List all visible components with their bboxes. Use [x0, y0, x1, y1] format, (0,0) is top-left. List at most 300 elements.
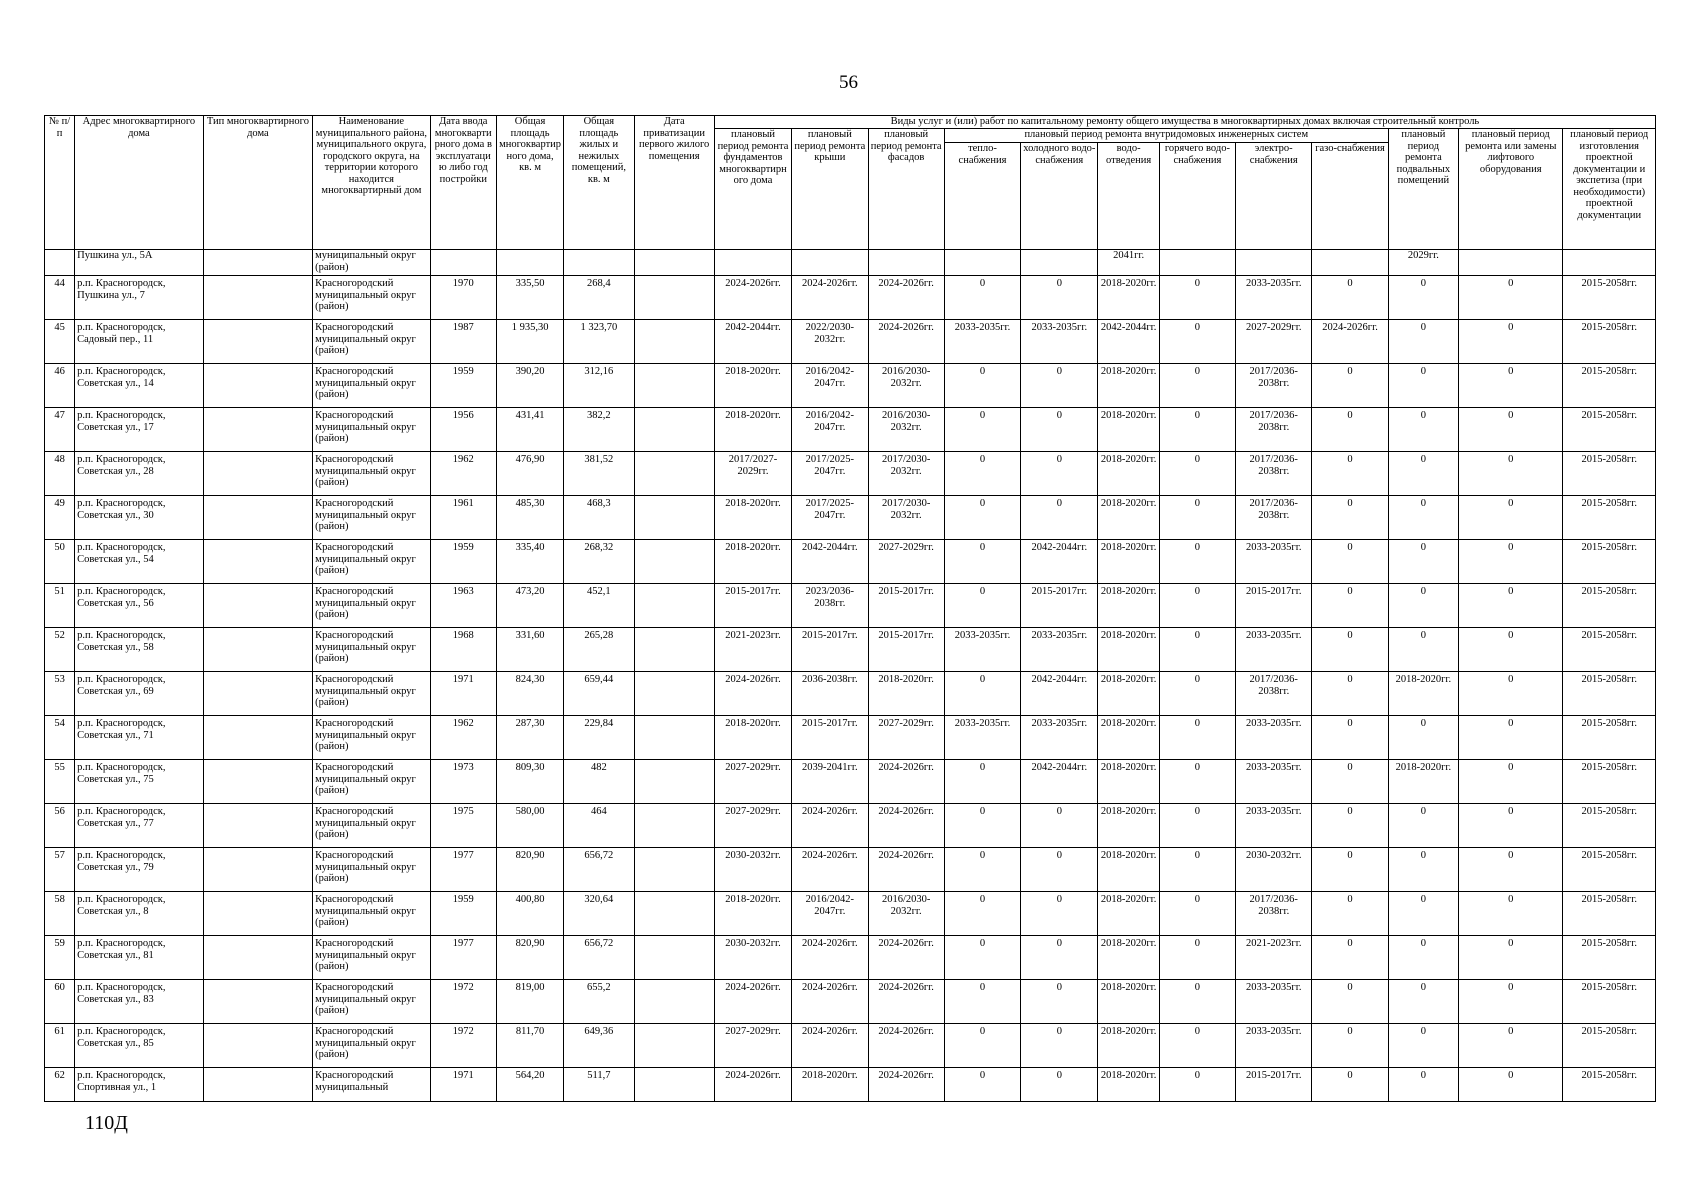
cell-heat: 0: [944, 496, 1020, 540]
table-row: [45, 716, 1656, 760]
cell-total-area: 564,20: [496, 1068, 563, 1102]
cell-total-area: [496, 250, 563, 276]
cell-num: 60: [45, 980, 75, 1024]
cell-district: Красногородский муниципальный округ (район): [313, 892, 431, 936]
cell-foundation: 2027-2029гг.: [714, 1024, 791, 1068]
cell-sewer: 2041гг.: [1098, 250, 1159, 276]
cell-total-area: 819,00: [496, 980, 563, 1024]
cell-facade: 2024-2026гг.: [868, 1068, 944, 1102]
cell-hot-water: 0: [1159, 408, 1235, 452]
cell-living-area: 656,72: [564, 848, 634, 892]
cell-address: р.п. Красногородск, Советская ул., 14: [75, 364, 204, 408]
cell-privatization: [634, 1068, 714, 1102]
cell-foundation: 2027-2029гг.: [714, 760, 791, 804]
cell-basement: 0: [1388, 320, 1458, 364]
cell-living-area: 656,72: [564, 936, 634, 980]
cell-type: [203, 452, 312, 496]
cell-type: [203, 584, 312, 628]
cell-elevator: 0: [1459, 540, 1563, 584]
cell-hot-water: 0: [1159, 716, 1235, 760]
cell-total-area: 485,30: [496, 496, 563, 540]
cell-year: 1975: [430, 804, 496, 848]
cell-basement: 0: [1388, 496, 1458, 540]
cell-year: 1959: [430, 540, 496, 584]
cell-type: [203, 320, 312, 364]
table-row: [45, 540, 1656, 584]
cell-elevator: 0: [1459, 628, 1563, 672]
cell-foundation: 2015-2017гг.: [714, 584, 791, 628]
cell-hot-water: 0: [1159, 276, 1235, 320]
cell-facade: [868, 250, 944, 276]
cell-type: [203, 936, 312, 980]
cell-gas: 0: [1312, 540, 1388, 584]
cell-district: Красногородский муниципальный округ (район): [313, 628, 431, 672]
cell-district: Красногородский муниципальный округ (район): [313, 320, 431, 364]
cell-hot-water: 0: [1159, 804, 1235, 848]
cell-total-area: 331,60: [496, 628, 563, 672]
cell-privatization: [634, 364, 714, 408]
cell-num: 48: [45, 452, 75, 496]
table-row: [45, 936, 1656, 980]
cell-design-docs: 2015-2058гг.: [1563, 408, 1656, 452]
cell-address: р.п. Красногородск, Советская ул., 69: [75, 672, 204, 716]
cell-type: [203, 892, 312, 936]
cell-privatization: [634, 276, 714, 320]
cell-roof: 2042-2044гг.: [792, 540, 868, 584]
cell-design-docs: 2015-2058гг.: [1563, 628, 1656, 672]
cell-electric: 2030-2032гг.: [1236, 848, 1312, 892]
cell-address: р.п. Красногородск, Спортивная ул., 1: [75, 1068, 204, 1102]
cell-cold-water: 0: [1021, 848, 1098, 892]
cell-hot-water: 0: [1159, 1024, 1235, 1068]
cell-district: Красногородский муниципальный округ (район): [313, 364, 431, 408]
cell-living-area: 1 323,70: [564, 320, 634, 364]
cell-design-docs: 2015-2058гг.: [1563, 848, 1656, 892]
cell-facade: 2024-2026гг.: [868, 936, 944, 980]
header-type: Тип многоквартирного дома: [203, 116, 312, 250]
cell-elevator: 0: [1459, 1024, 1563, 1068]
cell-heat: 0: [944, 672, 1020, 716]
cell-gas: 0: [1312, 364, 1388, 408]
cell-design-docs: 2015-2058гг.: [1563, 892, 1656, 936]
cell-district: Красногородский муниципальный округ (район): [313, 1024, 431, 1068]
cell-total-area: 809,30: [496, 760, 563, 804]
cell-address: р.п. Красногородск, Советская ул., 75: [75, 760, 204, 804]
header-works-group: Виды услуг и (или) работ по капитальному ремонту общего имущества в многоквартирных домах включая строительный контроль: [714, 116, 1655, 129]
cell-year: 1973: [430, 760, 496, 804]
cell-num: 47: [45, 408, 75, 452]
cell-year: 1971: [430, 672, 496, 716]
table-row-continuation: [45, 250, 1656, 276]
cell-privatization: [634, 584, 714, 628]
header-electric: электро-снабжения: [1236, 143, 1312, 250]
cell-heat: 0: [944, 540, 1020, 584]
table-header: [45, 116, 1656, 250]
cell-design-docs: 2015-2058гг.: [1563, 1068, 1656, 1102]
cell-type: [203, 628, 312, 672]
cell-cold-water: 2033-2035гг.: [1021, 628, 1098, 672]
cell-elevator: 0: [1459, 672, 1563, 716]
cell-design-docs: 2015-2058гг.: [1563, 980, 1656, 1024]
table-row: [45, 408, 1656, 452]
cell-hot-water: 0: [1159, 584, 1235, 628]
cell-sewer: 2018-2020гг.: [1098, 364, 1159, 408]
cell-total-area: 335,40: [496, 540, 563, 584]
cell-elevator: 0: [1459, 276, 1563, 320]
cell-electric: 2017/2036-2038гг.: [1236, 408, 1312, 452]
cell-type: [203, 276, 312, 320]
cell-heat: 0: [944, 804, 1020, 848]
cell-year: 1959: [430, 892, 496, 936]
cell-hot-water: 0: [1159, 1068, 1235, 1102]
cell-design-docs: [1563, 250, 1656, 276]
cell-address: Пушкина ул., 5А: [75, 250, 204, 276]
cell-electric: 2017/2036-2038гг.: [1236, 496, 1312, 540]
table-row: [45, 1024, 1656, 1068]
cell-living-area: 659,44: [564, 672, 634, 716]
cell-gas: 0: [1312, 892, 1388, 936]
cell-heat: 0: [944, 980, 1020, 1024]
header-hot-water: горячего водо-снабжения: [1159, 143, 1235, 250]
cell-type: [203, 716, 312, 760]
cell-elevator: 0: [1459, 496, 1563, 540]
cell-elevator: 0: [1459, 320, 1563, 364]
header-roof: плановый период ремонта крыши: [792, 129, 868, 250]
cell-district: Красногородский муниципальный округ (район): [313, 496, 431, 540]
cell-district: Красногородский муниципальный округ (район): [313, 452, 431, 496]
cell-roof: 2039-2041гг.: [792, 760, 868, 804]
cell-hot-water: 0: [1159, 628, 1235, 672]
cell-roof: 2024-2026гг.: [792, 804, 868, 848]
cell-elevator: 0: [1459, 980, 1563, 1024]
cell-roof: 2024-2026гг.: [792, 980, 868, 1024]
cell-elevator: 0: [1459, 364, 1563, 408]
cell-living-area: 452,1: [564, 584, 634, 628]
cell-type: [203, 804, 312, 848]
cell-num: 59: [45, 936, 75, 980]
cell-district: Красногородский муниципальный округ (район): [313, 848, 431, 892]
cell-cold-water: 0: [1021, 364, 1098, 408]
cell-hot-water: 0: [1159, 848, 1235, 892]
cell-total-area: 476,90: [496, 452, 563, 496]
cell-num: 62: [45, 1068, 75, 1102]
cell-elevator: 0: [1459, 408, 1563, 452]
cell-foundation: 2042-2044гг.: [714, 320, 791, 364]
cell-heat: 0: [944, 1024, 1020, 1068]
cell-privatization: [634, 496, 714, 540]
cell-electric: 2033-2035гг.: [1236, 804, 1312, 848]
cell-design-docs: 2015-2058гг.: [1563, 584, 1656, 628]
cell-facade: 2024-2026гг.: [868, 320, 944, 364]
cell-basement: 2018-2020гг.: [1388, 672, 1458, 716]
cell-address: р.п. Красногородск, Советская ул., 81: [75, 936, 204, 980]
cell-facade: 2016/2030-2032гг.: [868, 408, 944, 452]
table-row: [45, 496, 1656, 540]
cell-privatization: [634, 1024, 714, 1068]
cell-privatization: [634, 540, 714, 584]
cell-sewer: 2018-2020гг.: [1098, 452, 1159, 496]
cell-facade: 2016/2030-2032гг.: [868, 892, 944, 936]
cell-roof: 2023/2036-2038гг.: [792, 584, 868, 628]
cell-type: [203, 760, 312, 804]
cell-num: 58: [45, 892, 75, 936]
cell-gas: 0: [1312, 936, 1388, 980]
cell-sewer: 2018-2020гг.: [1098, 276, 1159, 320]
cell-roof: 2024-2026гг.: [792, 848, 868, 892]
cell-living-area: 511,7: [564, 1068, 634, 1102]
cell-address: р.п. Красногородск, Советская ул., 8: [75, 892, 204, 936]
cell-sewer: 2018-2020гг.: [1098, 584, 1159, 628]
cell-gas: 0: [1312, 452, 1388, 496]
header-total-area: Общая площадь многоквартирного дома, кв. м: [496, 116, 563, 250]
cell-living-area: 655,2: [564, 980, 634, 1024]
cell-hot-water: 0: [1159, 672, 1235, 716]
cell-basement: 0: [1388, 584, 1458, 628]
cell-year: 1963: [430, 584, 496, 628]
cell-num: 51: [45, 584, 75, 628]
cell-year: 1970: [430, 276, 496, 320]
cell-design-docs: 2015-2058гг.: [1563, 1024, 1656, 1068]
table-row: [45, 848, 1656, 892]
cell-gas: 0: [1312, 584, 1388, 628]
cell-heat: 2033-2035гг.: [944, 716, 1020, 760]
cell-sewer: 2018-2020гг.: [1098, 760, 1159, 804]
cell-year: 1961: [430, 496, 496, 540]
cell-heat: 0: [944, 760, 1020, 804]
cell-electric: 2033-2035гг.: [1236, 716, 1312, 760]
cell-heat: 0: [944, 276, 1020, 320]
cell-basement: 0: [1388, 1024, 1458, 1068]
cell-facade: 2027-2029гг.: [868, 540, 944, 584]
cell-gas: 0: [1312, 804, 1388, 848]
cell-year: [430, 250, 496, 276]
table-row: [45, 320, 1656, 364]
cell-basement: 0: [1388, 364, 1458, 408]
cell-living-area: 268,32: [564, 540, 634, 584]
cell-facade: 2024-2026гг.: [868, 848, 944, 892]
cell-year: 1971: [430, 1068, 496, 1102]
cell-district: муниципальный округ (район): [313, 250, 431, 276]
cell-living-area: 229,84: [564, 716, 634, 760]
cell-elevator: 0: [1459, 804, 1563, 848]
header-living-area: Общая площадь жилых и нежилых помещений, кв. м: [564, 116, 634, 250]
table-row: [45, 452, 1656, 496]
cell-type: [203, 540, 312, 584]
cell-roof: 2022/2030-2032гг.: [792, 320, 868, 364]
cell-roof: 2017/2025-2047гг.: [792, 452, 868, 496]
header-sewer: водо-отведения: [1098, 143, 1159, 250]
cell-privatization: [634, 408, 714, 452]
header-address: Адрес многоквартирного дома: [75, 116, 204, 250]
cell-elevator: 0: [1459, 848, 1563, 892]
cell-facade: 2017/2030-2032гг.: [868, 452, 944, 496]
page-number: 56: [839, 72, 858, 93]
cell-cold-water: 2033-2035гг.: [1021, 320, 1098, 364]
cell-design-docs: 2015-2058гг.: [1563, 672, 1656, 716]
cell-cold-water: 0: [1021, 276, 1098, 320]
cell-privatization: [634, 980, 714, 1024]
cell-heat: [944, 250, 1020, 276]
cell-cold-water: 0: [1021, 1068, 1098, 1102]
cell-total-area: 824,30: [496, 672, 563, 716]
cell-basement: 0: [1388, 1068, 1458, 1102]
cell-hot-water: [1159, 250, 1235, 276]
cell-electric: 2017/2036-2038гг.: [1236, 672, 1312, 716]
cell-sewer: 2018-2020гг.: [1098, 672, 1159, 716]
cell-gas: 0: [1312, 496, 1388, 540]
cell-living-area: 268,4: [564, 276, 634, 320]
cell-address: р.п. Красногородск, Советская ул., 54: [75, 540, 204, 584]
cell-facade: 2024-2026гг.: [868, 760, 944, 804]
cell-district: Красногородский муниципальный округ (район): [313, 540, 431, 584]
cell-num: 61: [45, 1024, 75, 1068]
cell-facade: 2024-2026гг.: [868, 804, 944, 848]
cell-gas: 0: [1312, 1024, 1388, 1068]
cell-cold-water: 0: [1021, 496, 1098, 540]
cell-design-docs: 2015-2058гг.: [1563, 936, 1656, 980]
cell-basement: 0: [1388, 804, 1458, 848]
header-gas: газо-снабжения: [1312, 143, 1388, 250]
cell-type: [203, 672, 312, 716]
cell-cold-water: [1021, 250, 1098, 276]
cell-basement: 2029гг.: [1388, 250, 1458, 276]
cell-electric: 2015-2017гг.: [1236, 584, 1312, 628]
cell-address: р.п. Красногородск, Советская ул., 30: [75, 496, 204, 540]
cell-heat: 0: [944, 584, 1020, 628]
table-row: [45, 364, 1656, 408]
cell-basement: 0: [1388, 276, 1458, 320]
cell-type: [203, 408, 312, 452]
cell-type: [203, 364, 312, 408]
cell-design-docs: 2015-2058гг.: [1563, 540, 1656, 584]
cell-cold-water: 0: [1021, 936, 1098, 980]
cell-type: [203, 1068, 312, 1102]
cell-sewer: 2018-2020гг.: [1098, 716, 1159, 760]
cell-basement: 0: [1388, 936, 1458, 980]
table-row: [45, 1068, 1656, 1102]
cell-gas: 0: [1312, 848, 1388, 892]
cell-sewer: 2018-2020гг.: [1098, 892, 1159, 936]
cell-electric: 2033-2035гг.: [1236, 276, 1312, 320]
cell-facade: 2024-2026гг.: [868, 1024, 944, 1068]
cell-foundation: 2024-2026гг.: [714, 672, 791, 716]
cell-cold-water: 0: [1021, 804, 1098, 848]
cell-year: 1972: [430, 1024, 496, 1068]
cell-foundation: 2027-2029гг.: [714, 804, 791, 848]
cell-heat: 2033-2035гг.: [944, 628, 1020, 672]
header-facade: плановый период ремонта фасадов: [868, 129, 944, 250]
cell-num: 49: [45, 496, 75, 540]
table-body: [45, 250, 1656, 1102]
cell-elevator: 0: [1459, 760, 1563, 804]
header-design-docs: плановый период изготовления проектной документации и экспетиза (при необходимости) проектной документации: [1563, 129, 1656, 250]
cell-foundation: 2018-2020гг.: [714, 892, 791, 936]
cell-cold-water: 0: [1021, 892, 1098, 936]
cell-heat: 0: [944, 452, 1020, 496]
cell-elevator: 0: [1459, 1068, 1563, 1102]
cell-year: 1977: [430, 936, 496, 980]
header-year: Дата ввода многоквартирного дома в эксплуатацию либо год постройки: [430, 116, 496, 250]
cell-design-docs: 2015-2058гг.: [1563, 364, 1656, 408]
cell-hot-water: 0: [1159, 496, 1235, 540]
cell-roof: 2016/2042-2047гг.: [792, 892, 868, 936]
cell-basement: 0: [1388, 628, 1458, 672]
cell-gas: 0: [1312, 276, 1388, 320]
cell-basement: 0: [1388, 408, 1458, 452]
header-basement: плановый период ремонта подвальных помещений: [1388, 129, 1458, 250]
cell-heat: 2033-2035гг.: [944, 320, 1020, 364]
cell-address: р.п. Красногородск, Советская ул., 85: [75, 1024, 204, 1068]
cell-type: [203, 250, 312, 276]
cell-electric: 2033-2035гг.: [1236, 628, 1312, 672]
cell-year: 1977: [430, 848, 496, 892]
cell-type: [203, 980, 312, 1024]
cell-num: 50: [45, 540, 75, 584]
cell-total-area: 820,90: [496, 848, 563, 892]
cell-num: [45, 250, 75, 276]
cell-design-docs: 2015-2058гг.: [1563, 804, 1656, 848]
cell-sewer: 2018-2020гг.: [1098, 408, 1159, 452]
cell-num: 44: [45, 276, 75, 320]
cell-facade: 2024-2026гг.: [868, 980, 944, 1024]
cell-basement: 0: [1388, 980, 1458, 1024]
cell-foundation: 2017/2027-2029гг.: [714, 452, 791, 496]
cell-num: 53: [45, 672, 75, 716]
footer-code: 110Д: [85, 1112, 128, 1134]
cell-sewer: 2018-2020гг.: [1098, 804, 1159, 848]
cell-district: Красногородский муниципальный: [313, 1068, 431, 1102]
cell-address: р.п. Красногородск, Пушкина ул., 7: [75, 276, 204, 320]
cell-electric: 2033-2035гг.: [1236, 1024, 1312, 1068]
cell-district: Красногородский муниципальный округ (район): [313, 276, 431, 320]
cell-roof: 2016/2042-2047гг.: [792, 364, 868, 408]
cell-foundation: 2030-2032гг.: [714, 848, 791, 892]
cell-foundation: 2018-2020гг.: [714, 496, 791, 540]
cell-type: [203, 848, 312, 892]
cell-address: р.п. Красногородск, Советская ул., 17: [75, 408, 204, 452]
cell-cold-water: 2042-2044гг.: [1021, 672, 1098, 716]
cell-privatization: [634, 760, 714, 804]
cell-privatization: [634, 452, 714, 496]
table-row: [45, 628, 1656, 672]
cell-privatization: [634, 320, 714, 364]
cell-sewer: 2018-2020гг.: [1098, 980, 1159, 1024]
cell-num: 45: [45, 320, 75, 364]
cell-total-area: 335,50: [496, 276, 563, 320]
cell-sewer: 2018-2020гг.: [1098, 1024, 1159, 1068]
cell-total-area: 820,90: [496, 936, 563, 980]
cell-year: 1962: [430, 452, 496, 496]
cell-electric: 2017/2036-2038гг.: [1236, 364, 1312, 408]
table-row: [45, 980, 1656, 1024]
cell-roof: 2024-2026гг.: [792, 276, 868, 320]
cell-total-area: 431,41: [496, 408, 563, 452]
cell-basement: 0: [1388, 452, 1458, 496]
cell-basement: 0: [1388, 540, 1458, 584]
cell-address: р.п. Красногородск, Советская ул., 79: [75, 848, 204, 892]
cell-heat: 0: [944, 408, 1020, 452]
cell-total-area: 287,30: [496, 716, 563, 760]
cell-hot-water: 0: [1159, 760, 1235, 804]
cell-living-area: 649,36: [564, 1024, 634, 1068]
cell-type: [203, 1024, 312, 1068]
cell-total-area: 390,20: [496, 364, 563, 408]
cell-cold-water: 0: [1021, 408, 1098, 452]
cell-num: 46: [45, 364, 75, 408]
cell-roof: 2024-2026гг.: [792, 936, 868, 980]
capital-repair-table: [44, 115, 1656, 1102]
cell-district: Красногородский муниципальный округ (район): [313, 584, 431, 628]
